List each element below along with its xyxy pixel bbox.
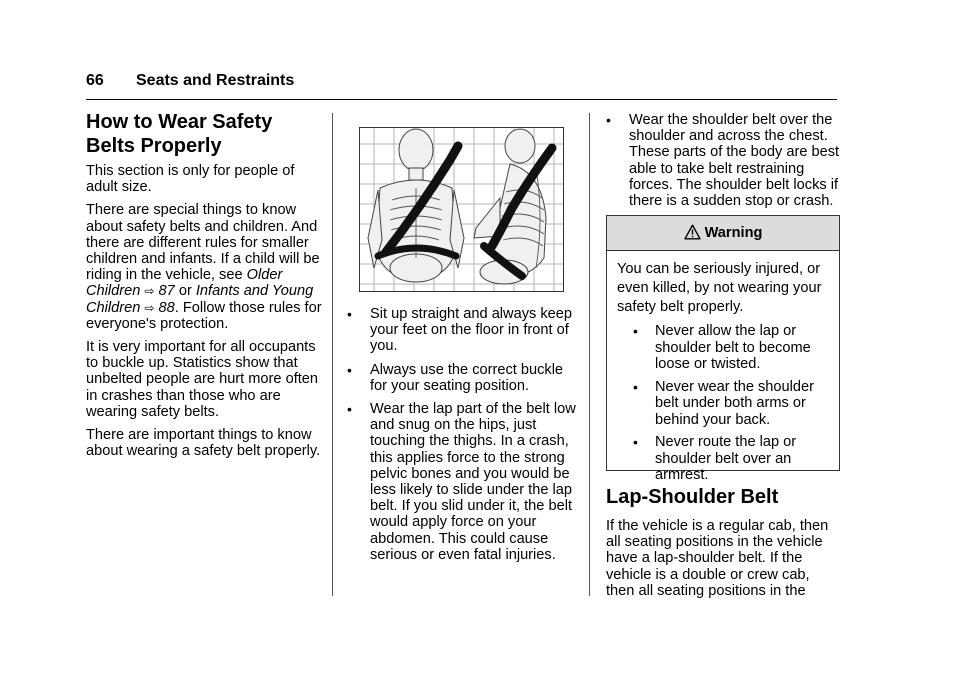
warning-intro: You can be seriously injured, or even killed, by not wearing your safety belt properly. — [617, 261, 822, 315]
page-reference[interactable]: 88 — [158, 299, 175, 316]
paragraph: If the vehicle is a regular cab, then all seating positions in the vehicle have a lap-shoulder belt. If the vehicle is a double or crew cab, then all seating positions in the — [606, 518, 829, 599]
cross-reference-link[interactable]: Older Children — [86, 267, 283, 300]
bullet-icon: • — [633, 323, 638, 339]
section-heading: How to Wear Safety Belts Properly — [86, 111, 273, 157]
column-2 — [345, 306, 581, 570]
list-item: • Wear the shoulder belt over the shoulder and across the chest. These parts of the body are best able to take belt restraining forces. The shoulder belt locks if there is a sudden stop or crash. — [606, 112, 840, 210]
page-number: 66 — [86, 72, 104, 89]
warning-triangle-icon — [684, 224, 701, 240]
bullet-icon: • — [347, 306, 352, 322]
paragraph: This section is only for people of adult size. — [86, 163, 295, 196]
list-item: • Never wear the shoulder belt under both arms or behind your back. — [633, 378, 814, 428]
warning-header — [607, 216, 839, 251]
paragraph: It is very important for all occupants to buckle up. Statistics show that unbelted people are hurt more often in crashes than those who are wearing safety belts. — [86, 339, 319, 420]
page-arrow-icon: ⇨ — [144, 284, 155, 299]
list-item: • Never route the lap or shoulder belt over an armrest. — [633, 434, 797, 483]
bullet-icon: • — [606, 112, 611, 128]
list-item: • Never allow the lap or shoulder belt to become loose or twisted. — [633, 323, 811, 372]
bullet-icon: • — [347, 401, 352, 418]
warning-title: Warning — [704, 225, 763, 241]
bullet-icon: • — [347, 361, 352, 378]
cross-reference-link[interactable]: Infants and Young Children — [86, 283, 314, 316]
warning-box — [606, 215, 840, 483]
warning-body — [607, 251, 839, 484]
safety-belt-illustration — [359, 127, 564, 292]
column-divider — [589, 113, 590, 596]
section-title: Seats and Restraints — [136, 72, 295, 89]
skeleton-belt-diagram — [360, 128, 563, 291]
column-3-top — [604, 112, 840, 216]
page-arrow-icon: ⇨ — [144, 300, 155, 315]
list-item: • Sit up straight and always keep your feet on the floor in front of you. — [347, 306, 572, 355]
column-3-bottom — [606, 485, 838, 599]
page-header — [86, 72, 837, 100]
bullet-icon: • — [633, 378, 638, 395]
column-1 — [86, 110, 322, 466]
paragraph: There are special things to know about safety belts and children. And there are different rules for smaller children and infants. If a child will be riding in the vehicle, see Older Children ⇨ 87 or Infants and Young Children ⇨ 88. Follow those rules for everyone's protection. — [86, 202, 322, 332]
column-divider — [332, 113, 333, 596]
list-item: • Always use the correct buckle for your seating position. — [347, 361, 564, 394]
paragraph: There are important things to know about wearing a safety belt properly. — [86, 427, 321, 460]
list-item: • Wear the lap part of the belt low and snug on the hips, just touching the thighs. In a crash, this applies force to the strong pelvic bones and you would be less likely to slide under the lap belt. If you slid under it, the belt would apply force on your abdomen. This could cause serious or even fatal injuries. — [347, 401, 576, 563]
page-reference[interactable]: 87 — [158, 283, 175, 300]
bullet-icon: • — [633, 434, 638, 450]
section-heading: Lap-Shoulder Belt — [606, 486, 779, 508]
